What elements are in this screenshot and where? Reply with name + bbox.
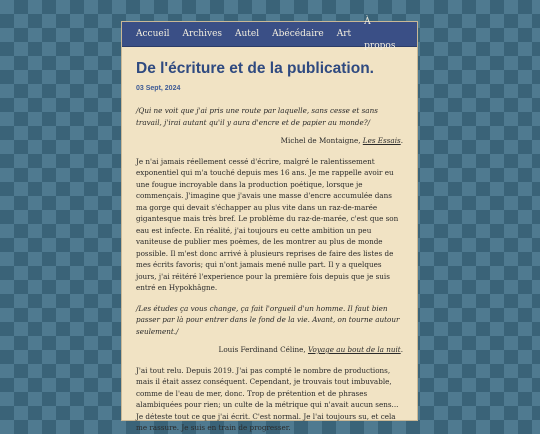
epigraph-quote: /Qui ne voit que j'ai pris une route par laquelle, sans cesse et sans travail, j'irai autant qu'il y aura d'encre et de papier au monde?/ [136,106,378,127]
nav-link-archives[interactable]: Archives [182,29,223,39]
article-title: De l'écriture et de la publication. [136,60,374,77]
nav-link-abecedaire[interactable]: Abécédaire [272,29,324,39]
attribution-author: Michel de Montaigne, [280,136,363,145]
article-date: 03 Sept, 2024 [136,85,181,92]
body-paragraph: Je n'ai jamais réellement cessé d'écrire, malgré le ralentissement exponentiel qui m'a touché depuis mes 16 ans. Je me rappelle avoir eu une fougue incroyable dans la production poétique, lorsque je commençais. J'imagine que j'avais une masse d'encre accumulée dans ma gorge qui devait s'échapper au plus vite dans un raz-de-marée gigantesque mais très bref. Le problème du raz-de-marée, c'est que son eau est infecte. En réalité, j'ai toujours eu cette ambition un peu vaniteuse de publier mes poèmes, de les montrer au plus de monde possible. Il m'est donc arrivé à plusieurs reprises de faire des listes de mes écrits favoris; qui n'ont jamais mené nulle part. Il y a quelques jours, j'ai réitéré l'experience pour la première fois depuis que je suis entré en Hypokhâgne. [136,156,399,292]
page-container [121,17,418,432]
nav-link-autel[interactable]: Autel [235,29,260,39]
attribution-author: Louis Ferdinand Céline, [218,345,308,354]
attribution-work-link[interactable]: Les Essais [362,136,401,145]
attribution-end: . [400,345,403,354]
epigraph-quote: /Les études ça vous change, ça fait l'orgueil d'un homme. Il faut bien passer par là pour entrer dans le fond de la vie. Avant, on tourne autour seulement./ [136,303,400,336]
body-paragraph: J'ai tout relu. Depuis 2019. J'ai pas compté le nombre de productions, mais il était assez conséquent. Cependant, je trouvais tout imbuvable, comme de l'eau de mer, donc. Trop de prétention et de phrases alambiquées pour rien; un culte de la métrique qui n'avait aucun sens... Je déteste tout ce que j'ai écrit. C'est normal. Je l'ai toujours su, et cela me rassure. Je suis en train de progresser. [136,365,399,432]
article [122,46,417,434]
epigraph-attribution [136,344,403,356]
main-nav [122,17,417,51]
epigraph-attribution [136,135,403,147]
attribution-work-link[interactable]: Voyage au bout de la nuit [307,345,401,354]
nav-link-art[interactable]: Art [336,29,352,39]
nav-link-a-propos[interactable]: À propos [364,17,396,51]
nav-link-accueil[interactable]: Accueil [136,29,170,39]
attribution-end: . [400,136,403,145]
